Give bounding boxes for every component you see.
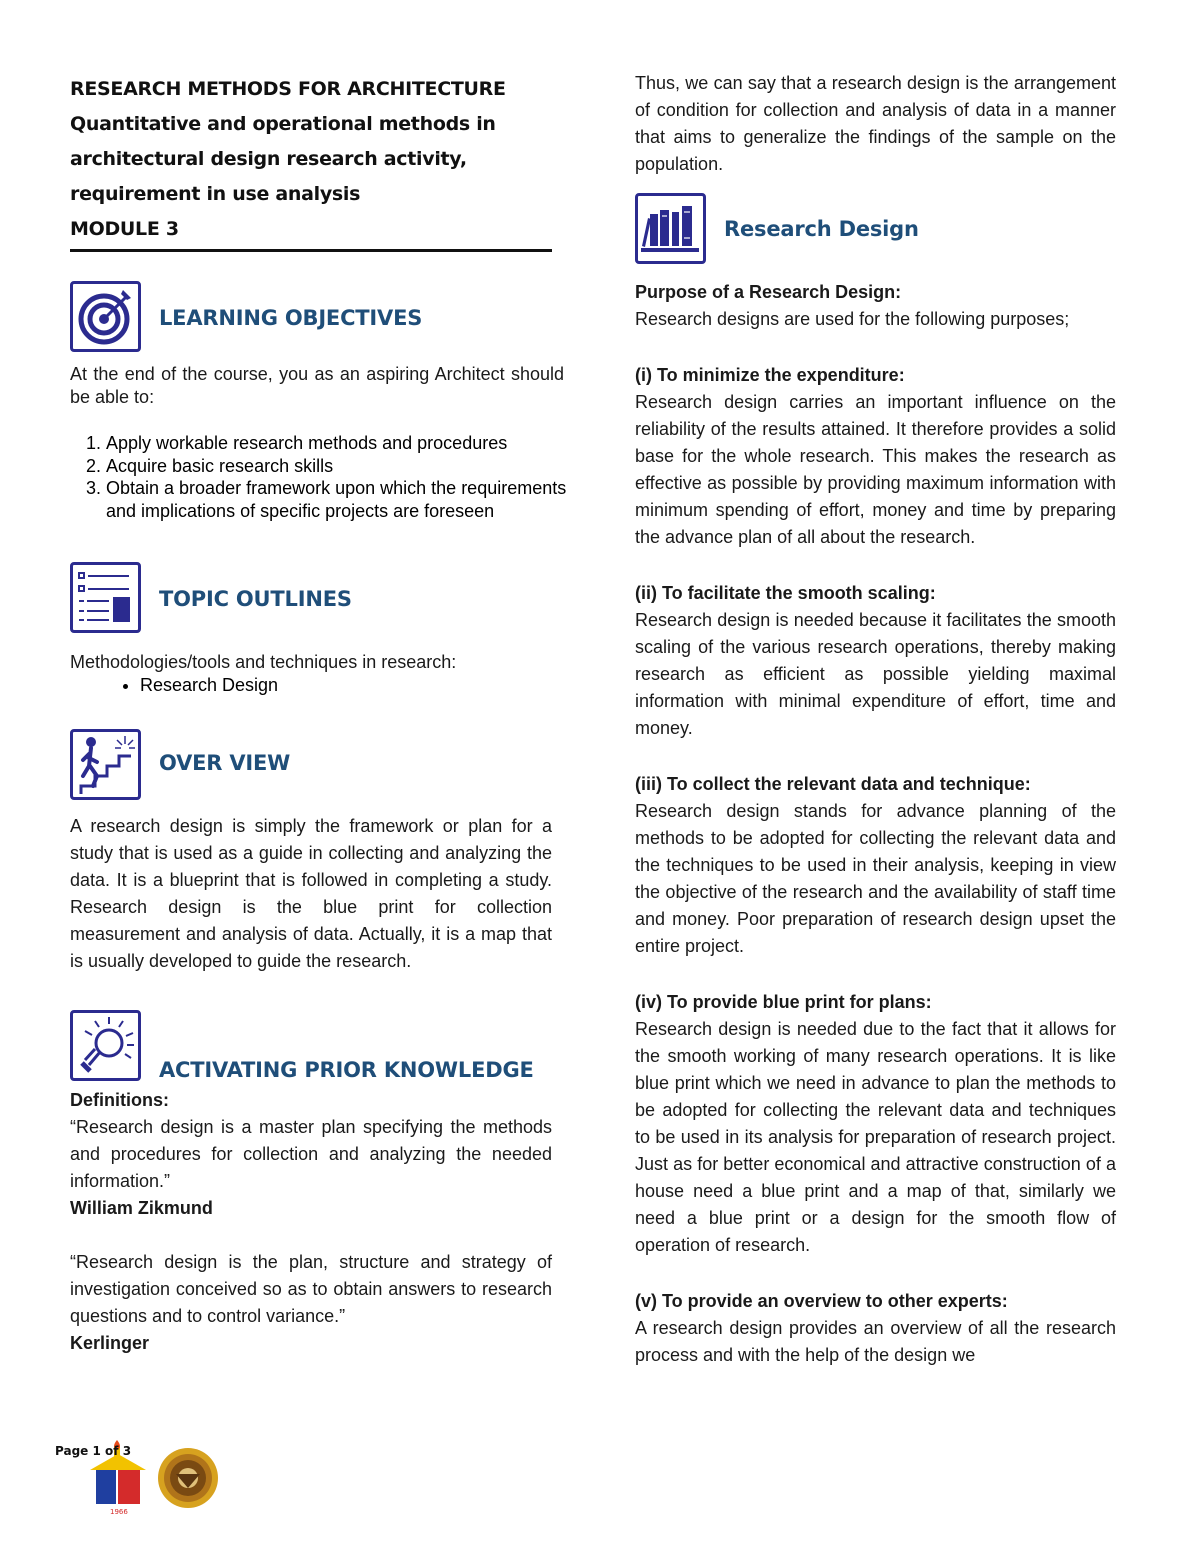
course-subtitle-line2: architectural design research activity, <box>70 148 467 170</box>
definition-author-2: Kerlinger <box>70 1333 150 1353</box>
purpose-heading: Purpose of a Research Design: <box>635 282 902 302</box>
purpose-1-body: Research design carries an important influence on the reliability of the results attained. It therefore provides a solid base for the whole research. This makes the research as effective as possible by providing maximum information with minimum spending of effort, money and time by preparing the advance plan of all about the research. <box>635 392 1116 547</box>
research-design-title: Research Design <box>724 217 919 241</box>
university-seal-icon <box>158 1448 218 1508</box>
overview-header <box>70 729 552 803</box>
purpose-2-body: Research design is needed because it facilitates the smooth scaling of the various research operations, thereby making research as efficient as possible yielding maximal information with minimal expenditure of effort, time and money. <box>635 610 1116 738</box>
objectives-intro: At the end of the course, you as an aspiring Architect should be able to: <box>70 364 564 407</box>
purpose-intro: Research designs are used for the following purposes; <box>635 309 1070 329</box>
definition-author-1: William Zikmund <box>70 1198 213 1218</box>
right-column <box>635 70 1116 1369</box>
target-icon <box>70 281 141 352</box>
lightbulb-icon <box>70 1010 141 1081</box>
learning-objectives-title: LEARNING OBJECTIVES <box>159 306 423 330</box>
logo-year: 1966 <box>110 1508 128 1516</box>
page-number: Page 1 of 3 <box>55 1444 132 1458</box>
definition-quote-1: “Research design is a master plan specifying the methods and procedures for collection and analyzing the needed information.” <box>70 1117 552 1191</box>
topic-outlines-title: TOPIC OUTLINES <box>159 587 352 611</box>
purpose-1-heading: (i) To minimize the expenditure: <box>635 365 905 385</box>
list-item: 3. Obtain a broader framework upon which the requirements and implications of specific projects are foreseen <box>106 477 576 522</box>
topic-list <box>70 674 552 697</box>
objectives-list <box>70 432 576 522</box>
list-item: 2. Acquire basic research skills <box>106 455 576 478</box>
course-subtitle-line1: Quantitative and operational methods in <box>70 113 496 135</box>
prior-knowledge-title: ACTIVATING PRIOR KNOWLEDGE <box>159 1058 534 1082</box>
books-icon <box>635 193 706 264</box>
course-title: RESEARCH METHODS FOR ARCHITECTURE <box>70 78 506 100</box>
topic-intro: Methodologies/tools and techniques in research: <box>70 652 457 672</box>
overview-body: A research design is simply the framework or plan for a study that is used as a guide in collecting and analyzing the data. It is a blueprint that is followed in completing a study. Research design is the blue print for collection measurement and analysis of data. Actually, it is a map that is usually developed to guide the research. <box>70 816 552 971</box>
purpose-5-heading: (v) To provide an overview to other experts: <box>635 1291 1008 1311</box>
page-footer <box>55 1440 235 1520</box>
list-item: • Research Design <box>140 674 552 697</box>
definition-quote-2: “Research design is the plan, structure and strategy of investigation conceived so as to obtain answers to research questions and to control variance.” <box>70 1252 552 1326</box>
header-divider <box>70 249 552 252</box>
prior-knowledge-header <box>70 1010 552 1090</box>
purpose-2-heading: (ii) To facilitate the smooth scaling: <box>635 583 936 603</box>
purpose-3-body: Research design stands for advance planning of the methods to be adopted for collecting the relevant data and the techniques to be used in their analysis, keeping in view the objective of the research and the availability of staff time and money. Poor preparation of research design upset the entire project. <box>635 801 1116 956</box>
stairs-climber-icon <box>70 729 141 800</box>
list-document-icon <box>70 562 141 633</box>
purpose-4-heading: (iv) To provide blue print for plans: <box>635 992 932 1012</box>
research-design-header <box>635 193 1116 277</box>
definitions-label: Definitions: <box>70 1090 169 1110</box>
purpose-3-heading: (iii) To collect the relevant data and technique: <box>635 774 1031 794</box>
left-column <box>70 72 567 1357</box>
research-design-intro: Thus, we can say that a research design is the arrangement of condition for collection and analysis of data in a manner that aims to generalize the findings of the sample on the population. <box>635 73 1116 174</box>
list-item: 1. Apply workable research methods and procedures <box>106 432 576 455</box>
purpose-5-body: A research design provides an overview of all the research process and with the help of the design we <box>635 1318 1116 1365</box>
learning-objectives-header <box>70 281 552 355</box>
topic-outlines-header <box>70 562 552 636</box>
course-subtitle-line3: requirement in use analysis <box>70 183 361 205</box>
purpose-4-body: Research design is needed due to the fact that it allows for the smooth working of many research operations. It is like blue print which we need in advance to plan the methods to be adopted for collecting the relevant data and techniques to be used in its analysis for preparation of research project. Just as for better economical and attractive construction of a house need a blue print and a map of that, similarly we need a blue print or a design for the smooth flow of operation of research. <box>635 1019 1116 1255</box>
overview-title: OVER VIEW <box>159 751 291 775</box>
module-label: MODULE 3 <box>70 218 179 240</box>
